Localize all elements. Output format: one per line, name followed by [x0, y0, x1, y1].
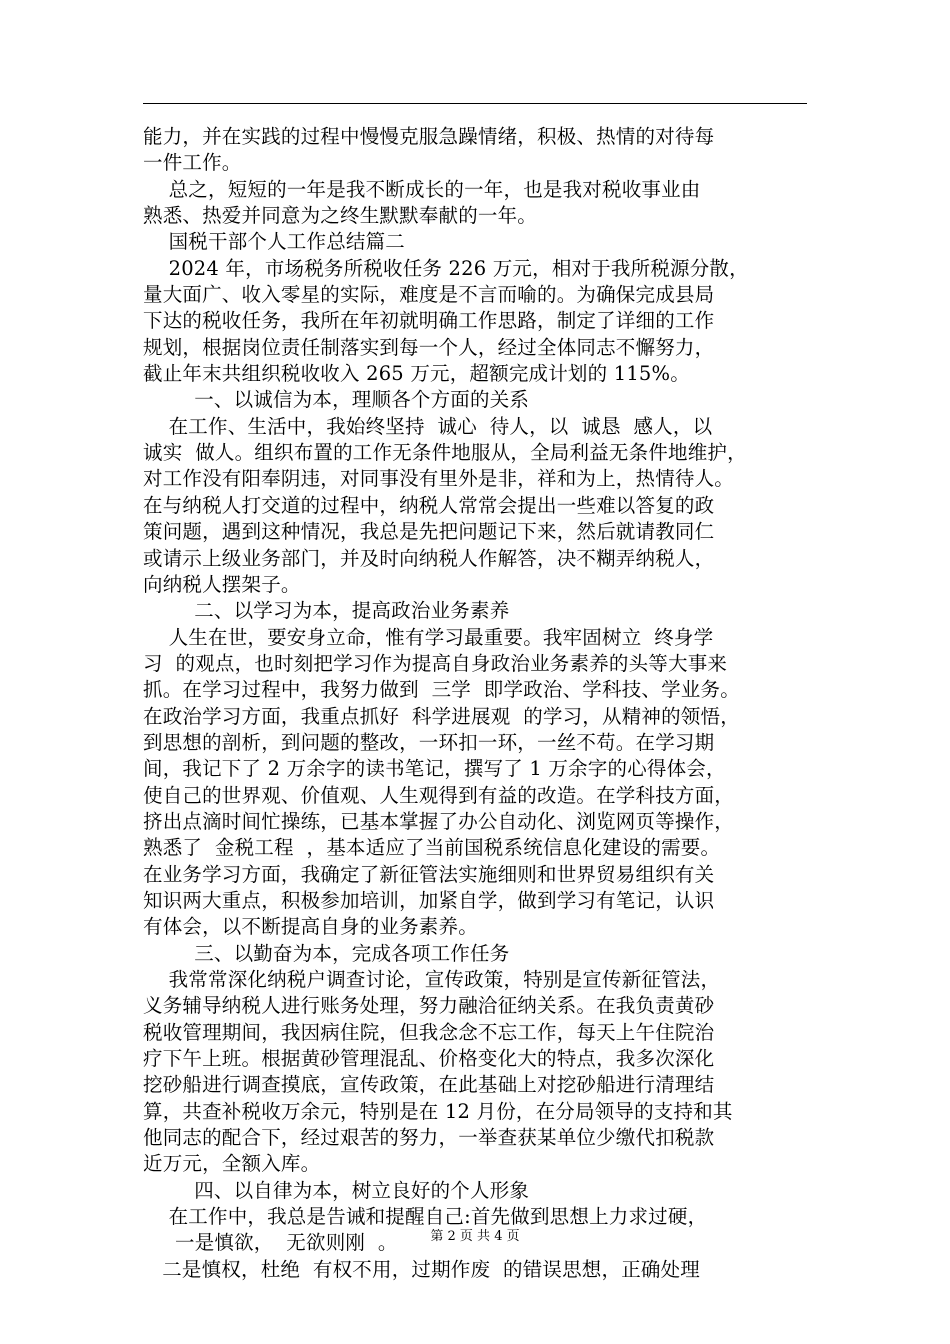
text-line: 我常常深化纳税户调查讨论，宣传政策，特别是宣传新征管法，	[143, 968, 721, 991]
document-body	[143, 124, 815, 1283]
text-line: 量大面广、收入零星的实际，难度是不言而喻的。为确保完成县局	[143, 283, 715, 307]
text-line: 对工作没有阳奉阴违，对同事没有里外是非，祥和为上，热情待人。	[143, 467, 735, 491]
text-line: 二是慎权，杜绝 有权不用，过期作废 的错误思想，正确处理	[143, 1257, 700, 1281]
text-line: 规划，根据岗位责任制落实到每一个人，经过全体同志不懈努力，	[143, 335, 715, 359]
text-line: 有体会，以不断提高自身的业务素养。	[143, 915, 478, 939]
text-line: 间，我记下了 2 万余字的读书笔记，撰写了 1 万余字的心得体会，	[143, 757, 726, 781]
section-heading: 三、以勤奋为本，完成各项工作任务	[143, 941, 510, 965]
text-line: 税收管理期间，我因病住院，但我念念不忘工作，每天上午住院治	[143, 1020, 715, 1044]
text-line: 他同志的配合下，经过艰苦的努力，一举查获某单位少缴代扣税款	[143, 1126, 715, 1150]
text-line: 截止年末共组织税收收入 265 万元，超额完成计划的 115%。	[143, 362, 690, 386]
text-line: 在业务学习方面，我确定了新征管法实施细则和世界贸易组织有关	[143, 862, 715, 886]
section-heading: 四、以自律为本，树立良好的个人形象	[143, 1178, 530, 1202]
text-line: 到思想的剖析，到问题的整改，一环扣一环，一丝不苟。在学习期	[143, 730, 715, 754]
text-line: 一件工作。	[143, 151, 242, 175]
page-number: 第 2 页 共 4 页	[430, 1229, 520, 1244]
text-line: 使自己的世界观、价值观、人生观得到有益的改造。在学科技方面，	[143, 783, 735, 807]
text-line: 人生在世，要安身立命，惟有学习最重要。我牢固树立 终身学	[143, 625, 714, 649]
section-heading: 一、以诚信为本，理顺各个方面的关系	[143, 388, 530, 412]
text-line: 一是慎欲， 无欲则刚 。	[143, 1231, 398, 1255]
text-line: 或请示上级业务部门，并及时向纳税人作解答，决不糊弄纳税人，	[143, 546, 715, 570]
text-line: 算，共查补税收万余元，特别是在 12 月份，在分局领导的支持和其	[143, 1099, 733, 1123]
text-line: 疗下午上班。根据黄砂管理混乱、价格变化大的特点，我多次深化	[143, 1047, 715, 1071]
text-line: 2024 年，市场税务所税收任务 226 万元，相对于我所税源分散，	[143, 256, 749, 280]
text-line: 在政治学习方面，我重点抓好 科学进展观 的学习，从精神的领悟，	[143, 704, 740, 728]
section-heading: 二、以学习为本，提高政治业务素养	[143, 599, 510, 623]
text-line: 在工作、生活中，我始终坚持 诚心 待人，以 诚恳 感人，以	[143, 414, 713, 438]
text-line: 近万元，全额入库。	[143, 1152, 321, 1176]
text-line: 总之，短短的一年是我不断成长的一年，也是我对税收事业由	[143, 177, 701, 201]
text-line: 在与纳税人打交道的过程中，纳税人常常会提出一些难以答复的政	[143, 493, 715, 517]
header-rule	[143, 103, 807, 104]
text-line: 抓。在学习过程中，我努力做到 三学 即学政治、学科技、学业务。	[143, 678, 740, 702]
section-title: 国税干部个人工作总结篇二	[143, 230, 405, 254]
text-line: 挖砂船进行调查摸底，宣传政策，在此基础上对挖砂船进行清理结	[143, 1073, 715, 1097]
text-line: 向纳税人摆架子。	[143, 572, 301, 596]
text-line: 在工作中，我总是告诫和提醒自己:首先做到思想上力求过硬，	[143, 1205, 708, 1229]
text-line: 诚实 做人。组织布置的工作无条件地服从，全局利益无条件地维护，	[143, 441, 747, 465]
text-line: 能力，并在实践的过程中慢慢克服急躁情绪，积极、热情的对待每	[143, 125, 715, 148]
text-line: 熟悉了 金税工程 ，基本适应了当前国税系统信息化建设的需要。	[143, 836, 721, 860]
text-line: 下达的税收任务，我所在年初就明确工作思路，制定了详细的工作	[143, 309, 715, 333]
text-line: 知识两大重点，积极参加培训，加紧自学，做到学习有笔记，认识	[143, 888, 715, 912]
text-line: 习 的观点，也时刻把学习作为提高自身政治业务素养的头等大事来	[143, 651, 728, 675]
text-line: 熟悉、热爱并同意为之终生默默奉献的一年。	[143, 204, 538, 228]
text-line: 义务辅导纳税人进行账务处理，努力融洽征纳关系。在我负责黄砂	[143, 994, 715, 1018]
text-line: 策问题，遇到这种情况，我总是先把问题记下来，然后就请教同仁	[143, 520, 715, 544]
page-footer	[0, 1229, 950, 1245]
text-line: 挤出点滴时间忙操练，已基本掌握了办公自动化、浏览网页等操作，	[143, 809, 735, 833]
